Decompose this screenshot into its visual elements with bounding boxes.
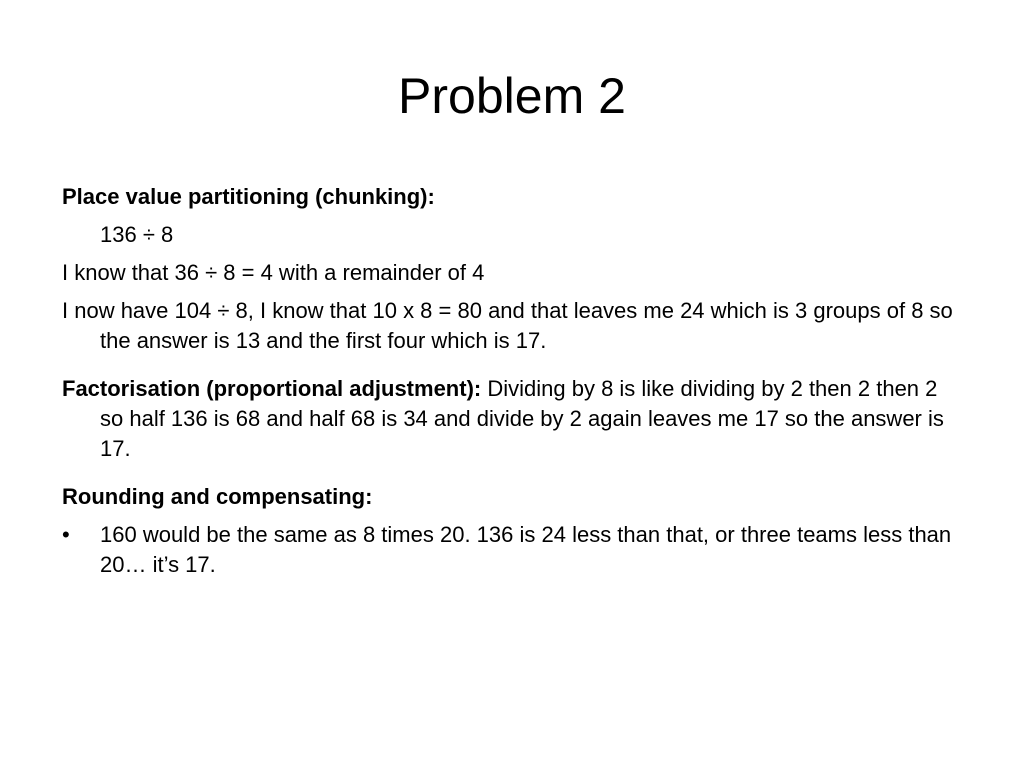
slide-body — [62, 182, 962, 588]
place-value-heading: Place value partitioning (chunking): — [62, 184, 435, 209]
factorisation-text: Dividing by 8 is like dividing by 2 then 2 then 2 so half 136 is 68 and half 68 is 34 and divide by 2 again leaves me 17 so the answer is 17. — [100, 376, 944, 461]
rounding-bullet-item — [62, 520, 962, 580]
place-value-expression: 136 ÷ 8 — [100, 222, 174, 247]
place-value-line-1: I know that 36 ÷ 8 = 4 with a remainder of 4 — [62, 260, 485, 285]
factorisation-heading: Factorisation (proportional adjustment): — [62, 376, 482, 401]
factorisation-paragraph — [62, 374, 962, 464]
rounding-bullet-text: 160 would be the same as 8 times 20. 136 is 24 less than that, or three teams less than 20… it’s 17. — [100, 522, 952, 577]
slide-title: Problem 2 — [398, 68, 626, 124]
rounding-heading: Rounding and compensating: — [62, 484, 373, 509]
place-value-line-2: I now have 104 ÷ 8, I know that 10 x 8 = 80 and that leaves me 24 which is 3 groups of 8 so the answer is 13 and the first four which is 17. — [62, 298, 953, 353]
bullet-icon: • — [62, 522, 70, 547]
